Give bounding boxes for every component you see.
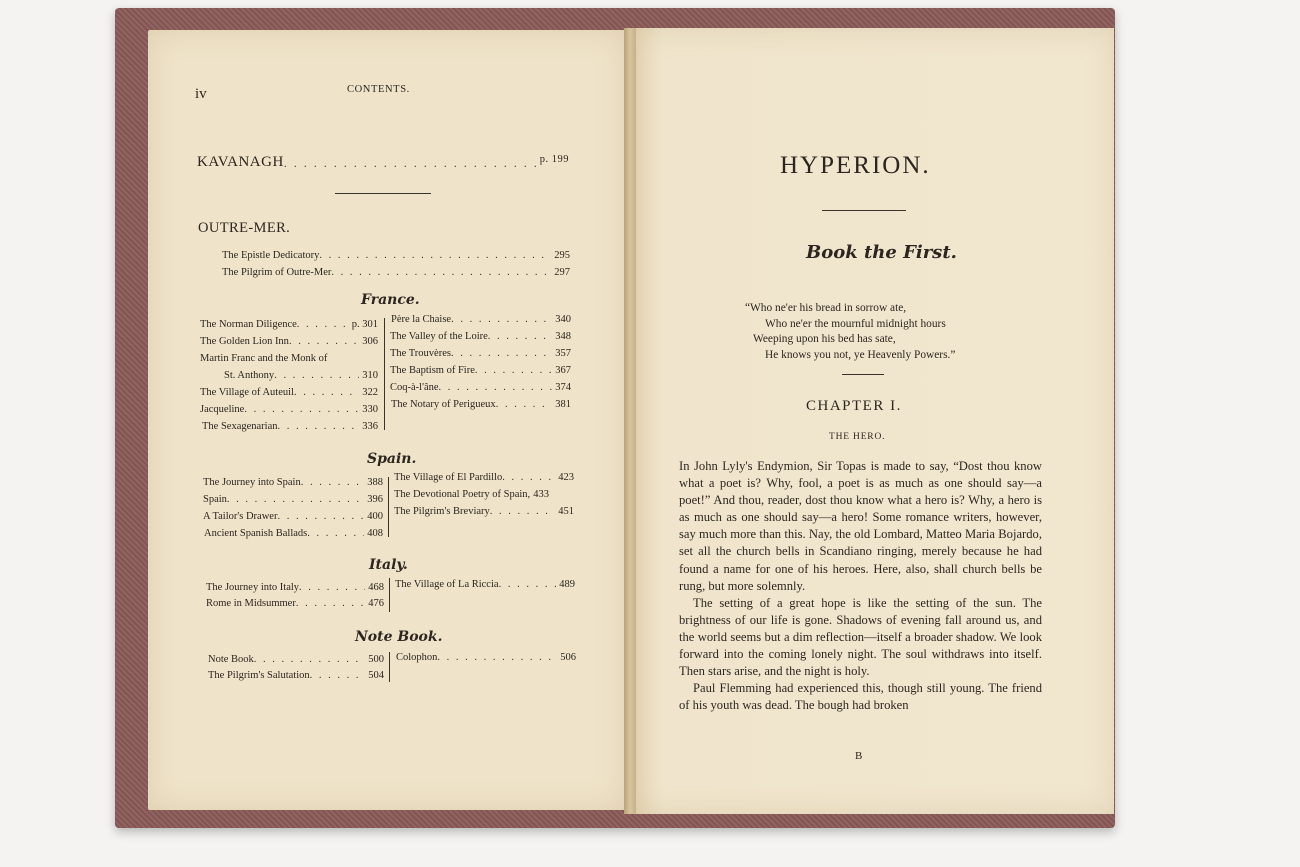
toc-item: Coq-à-l'âne . . . 374 bbox=[390, 382, 571, 393]
toc-front-item: The Epistle Dedicatory . . . 295 bbox=[222, 250, 570, 261]
book-heading: Book the First. bbox=[806, 242, 957, 263]
toc-item: The Golden Lion Inn . . . 306 bbox=[200, 336, 378, 347]
epigraph-line: Who ne'er the mournful midnight hours bbox=[765, 317, 946, 330]
column-divider bbox=[384, 318, 385, 430]
toc-item: Colophon . . . 506 bbox=[396, 652, 576, 663]
toc-item: The Notary of Perigueux . . . 381 bbox=[391, 399, 571, 410]
running-head: CONTENTS. bbox=[347, 84, 410, 95]
outre-mer-title: OUTRE-MER. bbox=[198, 220, 291, 236]
kavanagh-entry bbox=[197, 154, 569, 171]
toc-item: The Trouvères . . . 357 bbox=[390, 348, 571, 359]
chapter-body bbox=[679, 458, 1042, 714]
toc-item: Spain . . . 396 bbox=[203, 494, 383, 505]
toc-item: The Village of Auteuil . . . 322 bbox=[200, 387, 378, 398]
section-heading-france: France. bbox=[361, 292, 420, 308]
page-number: iv bbox=[195, 86, 207, 102]
column-divider bbox=[388, 477, 389, 537]
epigraph bbox=[745, 301, 955, 363]
kavanagh-page: p. 199 bbox=[539, 154, 569, 165]
section-heading-italy: Italy. bbox=[369, 557, 408, 573]
epigraph-line: “Who ne'er his bread in sorrow ate, bbox=[745, 302, 907, 314]
chapter-number: CHAPTER I. bbox=[806, 398, 902, 414]
toc-item: Rome in Midsummer . . . 476 bbox=[206, 598, 384, 609]
epigraph-line: He knows you not, ye Heavenly Powers.” bbox=[765, 348, 956, 361]
toc-item: The Journey into Italy . . . 468 bbox=[206, 582, 384, 593]
toc-item: The Pilgrim's Salutation . . . 504 bbox=[208, 670, 384, 681]
chapter-title: THE HERO. bbox=[829, 432, 886, 442]
book-title: HYPERION. bbox=[780, 152, 931, 179]
divider-rule bbox=[335, 193, 431, 194]
toc-item: A Tailor's Drawer . . . 400 bbox=[203, 511, 383, 522]
toc-item: The Journey into Spain . . . 388 bbox=[203, 477, 383, 488]
column-divider bbox=[389, 652, 390, 682]
toc-item: Martin Franc and the Monk of bbox=[200, 353, 328, 364]
epigraph-rule bbox=[842, 374, 884, 375]
toc-item: The Valley of the Loire . . . 348 bbox=[390, 331, 571, 342]
toc-item: Note Book . . . 500 bbox=[208, 654, 384, 665]
toc-item: The Devotional Poetry of Spain, 433 bbox=[394, 489, 549, 500]
toc-item: Ancient Spanish Ballads . . . 408 bbox=[204, 528, 383, 539]
toc-item: The Pilgrim's Breviary . . . 451 bbox=[394, 506, 574, 517]
toc-item: Père la Chaise . . . 340 bbox=[391, 314, 571, 325]
epigraph-line: Weeping upon his bed has sate, bbox=[753, 333, 896, 345]
toc-front-item: The Pilgrim of Outre-Mer . . . 297 bbox=[222, 267, 570, 278]
toc-item: The Village of La Riccia . . . 489 bbox=[395, 579, 575, 590]
section-heading-note-book: Note Book. bbox=[355, 629, 443, 645]
toc-item: The Sexagenarian . . . 336 bbox=[202, 421, 378, 432]
toc-item: The Norman Diligence . . . p. 301 bbox=[200, 319, 378, 330]
toc-item: The Village of El Pardillo . . . 423 bbox=[394, 472, 574, 483]
column-divider bbox=[389, 578, 390, 612]
paragraph: In John Lyly's Endymion, Sir Topas is made to say, “Dost thou know what a poet is? Why, fool, a poet is as much as one should say—a poet!” And thou, reader, dost thou know what a hero is? Why, a hero is as much as one should say—a hero! Some romance writers, however, say much more than this. Nay, the old Lombard, Matteo Maria Bojardo, set all the church bells in Scandiano ringing, merely because he had found a name for one of his heroes. Here, also, shall church bells be rung, but more solemnly. bbox=[679, 459, 1042, 593]
section-heading-spain: Spain. bbox=[367, 451, 417, 467]
paragraph: Paul Flemming had experienced this, though still young. The friend of his youth was dead. The bough had broken bbox=[679, 681, 1042, 713]
paragraph: The setting of a great hope is like the setting of the sun. The brightness of our life is gone. Shadows of evening fall around us, and the world seems but a dim reflection—itself a broader shadow. We look forward into the coming lonely night. The soul withdraws into itself. Then stars arise, and the night is holy. bbox=[679, 595, 1042, 679]
toc-item: St. Anthony . . . 310 bbox=[224, 370, 378, 381]
left-page bbox=[148, 30, 626, 810]
title-rule bbox=[822, 210, 906, 211]
toc-item: The Baptism of Fire . . . 367 bbox=[390, 365, 571, 376]
toc-item: Jacqueline . . . 330 bbox=[200, 404, 378, 415]
kavanagh-title: KAVANAGH bbox=[197, 154, 284, 170]
book-gutter bbox=[624, 28, 636, 814]
signature-mark: B bbox=[855, 750, 863, 762]
